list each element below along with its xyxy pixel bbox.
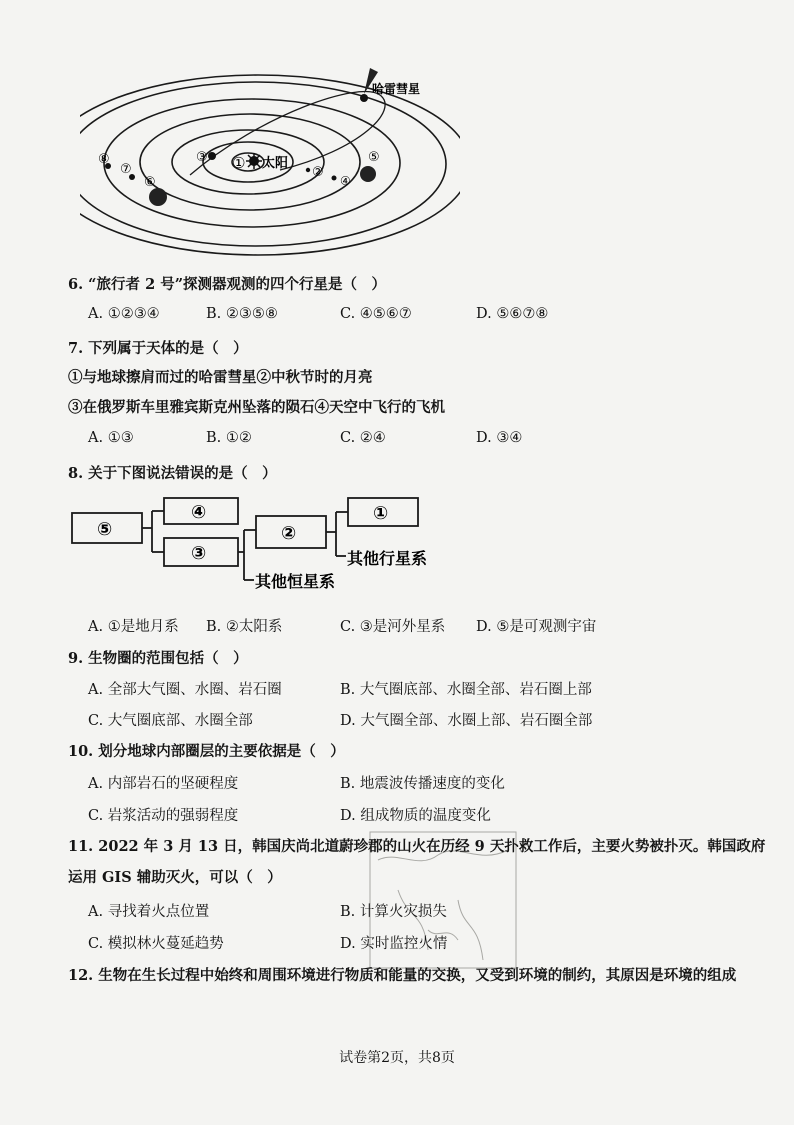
q10-option-c[interactable]: C. 岩浆活动的强弱程度 (88, 808, 239, 824)
planet-marker (208, 152, 216, 160)
question-8-stem: 8. 关于下图说法错误的是（ ） (68, 465, 277, 482)
q9-option-a[interactable]: A. 全部大气圈、水圈、岩石圈 (88, 682, 282, 698)
sun-label: 太阳 (262, 156, 289, 171)
q7-option-d[interactable]: D. ③④ (476, 430, 523, 446)
planet-label-8: ⑧ (98, 152, 110, 167)
planet-label-4: ④ (340, 174, 351, 188)
page-footer: 试卷第2页，共8页 (339, 1050, 455, 1066)
planet-label-6: ⑥ (144, 175, 156, 190)
q10-option-b[interactable]: B. 地震波传播速度的变化 (340, 776, 505, 792)
planet-marker (149, 188, 167, 206)
planet-marker (360, 166, 376, 182)
other-star-systems-label: 其他恒星系 (255, 572, 336, 591)
question-6-stem: 6. “旅行者 2 号”探测器观测的四个行星是（ ） (68, 276, 387, 293)
comet-label: 哈雷彗星 (372, 82, 421, 96)
q11-option-d[interactable]: D. 实时监控火情 (340, 936, 448, 952)
planet-label-1: ① (232, 154, 246, 172)
celestial-hierarchy-diagram (70, 494, 450, 598)
solar-system-diagram (80, 60, 460, 260)
q8-option-d[interactable]: D. ⑤是可观测宇宙 (476, 619, 597, 635)
q6-option-b[interactable]: B. ②③⑤⑧ (206, 306, 278, 322)
question-10-stem: 10. 划分地球内部圈层的主要依据是（ ） (68, 743, 345, 760)
question-9-stem: 9. 生物圈的范围包括（ ） (68, 650, 248, 667)
q6-option-d[interactable]: D. ⑤⑥⑦⑧ (476, 306, 549, 322)
q11-option-c[interactable]: C. 模拟林火蔓延趋势 (88, 936, 224, 952)
box-1-label: ① (373, 503, 389, 524)
q7-statement-line-2: ③在俄罗斯车里雅宾斯克州坠落的陨石④天空中飞行的飞机 (68, 399, 445, 416)
box-3-label: ③ (191, 543, 207, 564)
q10-option-d[interactable]: D. 组成物质的温度变化 (340, 808, 491, 824)
q8-option-a[interactable]: A. ①是地月系 (88, 619, 179, 635)
q11-option-b[interactable]: B. 计算火灾损失 (340, 904, 447, 920)
planet-label-2: ② (312, 165, 324, 180)
box-4-label: ④ (191, 502, 207, 523)
q11-option-a[interactable]: A. 寻找着火点位置 (88, 904, 210, 920)
other-planet-systems-label: 其他行星系 (347, 549, 428, 568)
planet-label-3: ③ (196, 150, 208, 165)
q7-option-c[interactable]: C. ②④ (340, 430, 386, 446)
q8-option-b[interactable]: B. ②太阳系 (206, 619, 283, 635)
q9-option-b[interactable]: B. 大气圈底部、水圈全部、岩石圈上部 (340, 682, 592, 698)
q7-option-a[interactable]: A. ①③ (88, 430, 134, 446)
q7-statement-line-1: ①与地球擦肩而过的哈雷彗星②中秋节时的月亮 (68, 369, 373, 386)
q10-option-a[interactable]: A. 内部岩石的坚硬程度 (88, 776, 239, 792)
q9-option-c[interactable]: C. 大气圈底部、水圈全部 (88, 713, 253, 729)
question-11-stem-line-2: 运用 GIS 辅助灭火，可以（ ） (68, 869, 282, 886)
question-7-stem: 7. 下列属于天体的是（ ） (68, 340, 248, 357)
box-2-label: ② (281, 523, 297, 544)
box-5-label: ⑤ (97, 519, 113, 540)
planet-label-5: ⑤ (368, 150, 380, 165)
q7-option-b[interactable]: B. ①② (206, 430, 252, 446)
sun-icon (246, 153, 262, 169)
question-12-stem: 12. 生物在生长过程中始终和周围环境进行物质和能量的交换，又受到环境的制约，其原因是环境的组成 (68, 967, 737, 984)
q6-option-a[interactable]: A. ①②③④ (88, 306, 160, 322)
q9-option-d[interactable]: D. 大气圈全部、水圈上部、岩石圈全部 (340, 713, 593, 729)
q8-option-c[interactable]: C. ③是河外星系 (340, 619, 446, 635)
planet-label-7: ⑦ (120, 162, 132, 177)
question-11-stem-line-1: 11. 2022 年 3 月 13 日，韩国庆尚北道蔚珍郡的山火在历经 9 天扑救工作后，主要火势被扑灭。韩国政府 (68, 838, 766, 855)
q6-option-c[interactable]: C. ④⑤⑥⑦ (340, 306, 412, 322)
